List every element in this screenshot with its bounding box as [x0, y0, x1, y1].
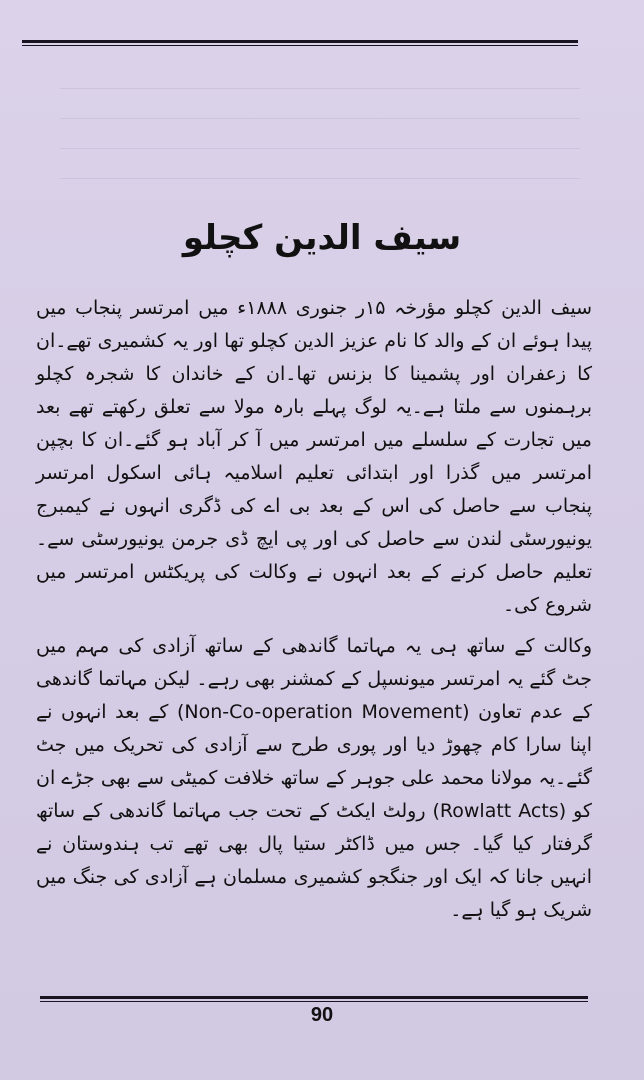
page-number: 90: [310, 1004, 334, 1026]
bottom-rule: [40, 996, 588, 1002]
chapter-title: سیف الدین کچلو: [182, 218, 462, 258]
paragraph-1: سیف الدین کچلو مؤرخہ ۱۵ر جنوری ۱۸۸۸ء میں امرتسر پنجاب میں پیدا ہوئے ان کے والد کا نام عزیز الدین کچلو تھا اور یہ کشمیری تھے۔ان کا زعفران اور پشمینا کا بزنس تھا۔ان کے خاندان کا شجرہ کچلو برہمنوں سے ملتا ہے۔یہ لوگ پہلے بارہ مولا سے تعلق رکھتے تھے بعد میں تجارت کے سلسلے میں امرتسر میں آ کر آباد ہو گئے۔ان کا بچپن امرتسر میں گذرا اور ابتدائی تعلیم اسلامیہ ہائی اسکول امرتسر پنجاب سے حاصل کی اس کے بعد بی اے کی ڈگری انہوں نے کیمبرج یونیورسٹی لندن سے حاصل کی اور پی ایچ ڈی جرمن یونیورسٹی سے۔تعلیم حاصل کرنے کے بعد انہوں نے وکالت کی پریکٹس امرتسر میں شروع کی۔: [36, 297, 592, 616]
bleed-through-text: [60, 66, 580, 206]
body-text: [36, 292, 592, 935]
top-rule: [22, 40, 578, 46]
paragraph-2: وکالت کے ساتھ ہی یہ مہاتما گاندھی کے ساتھ آزادی کی مہم میں جٹ گئے یہ امرتسر میونسپل کے کمشنر بھی رہے۔ لیکن مہاتما گاندھی کے عدم تعاون (Non-Co-operation Movement) کے بعد انہوں نے اپنا سارا کام چھوڑ دیا اور پوری طرح سے آزادی کی تحریک میں جٹ گئے۔یہ مولانا محمد علی جوہر کے ساتھ خلافت کمیٹی سے بھی جڑے ان کو (Rowlatt Acts) رولٹ ایکٹ کے تحت جب مہاتما گاندھی کے ساتھ گرفتار کیا گیا۔ جس میں ڈاکٹر ستیا پال بھی تھے تب ہندوستان نے انہیں جانا کہ ایک اور جنگجو کشمیری مسلمان ہے آزادی کی جنگ میں شریک ہو گیا ہے۔: [36, 635, 593, 921]
